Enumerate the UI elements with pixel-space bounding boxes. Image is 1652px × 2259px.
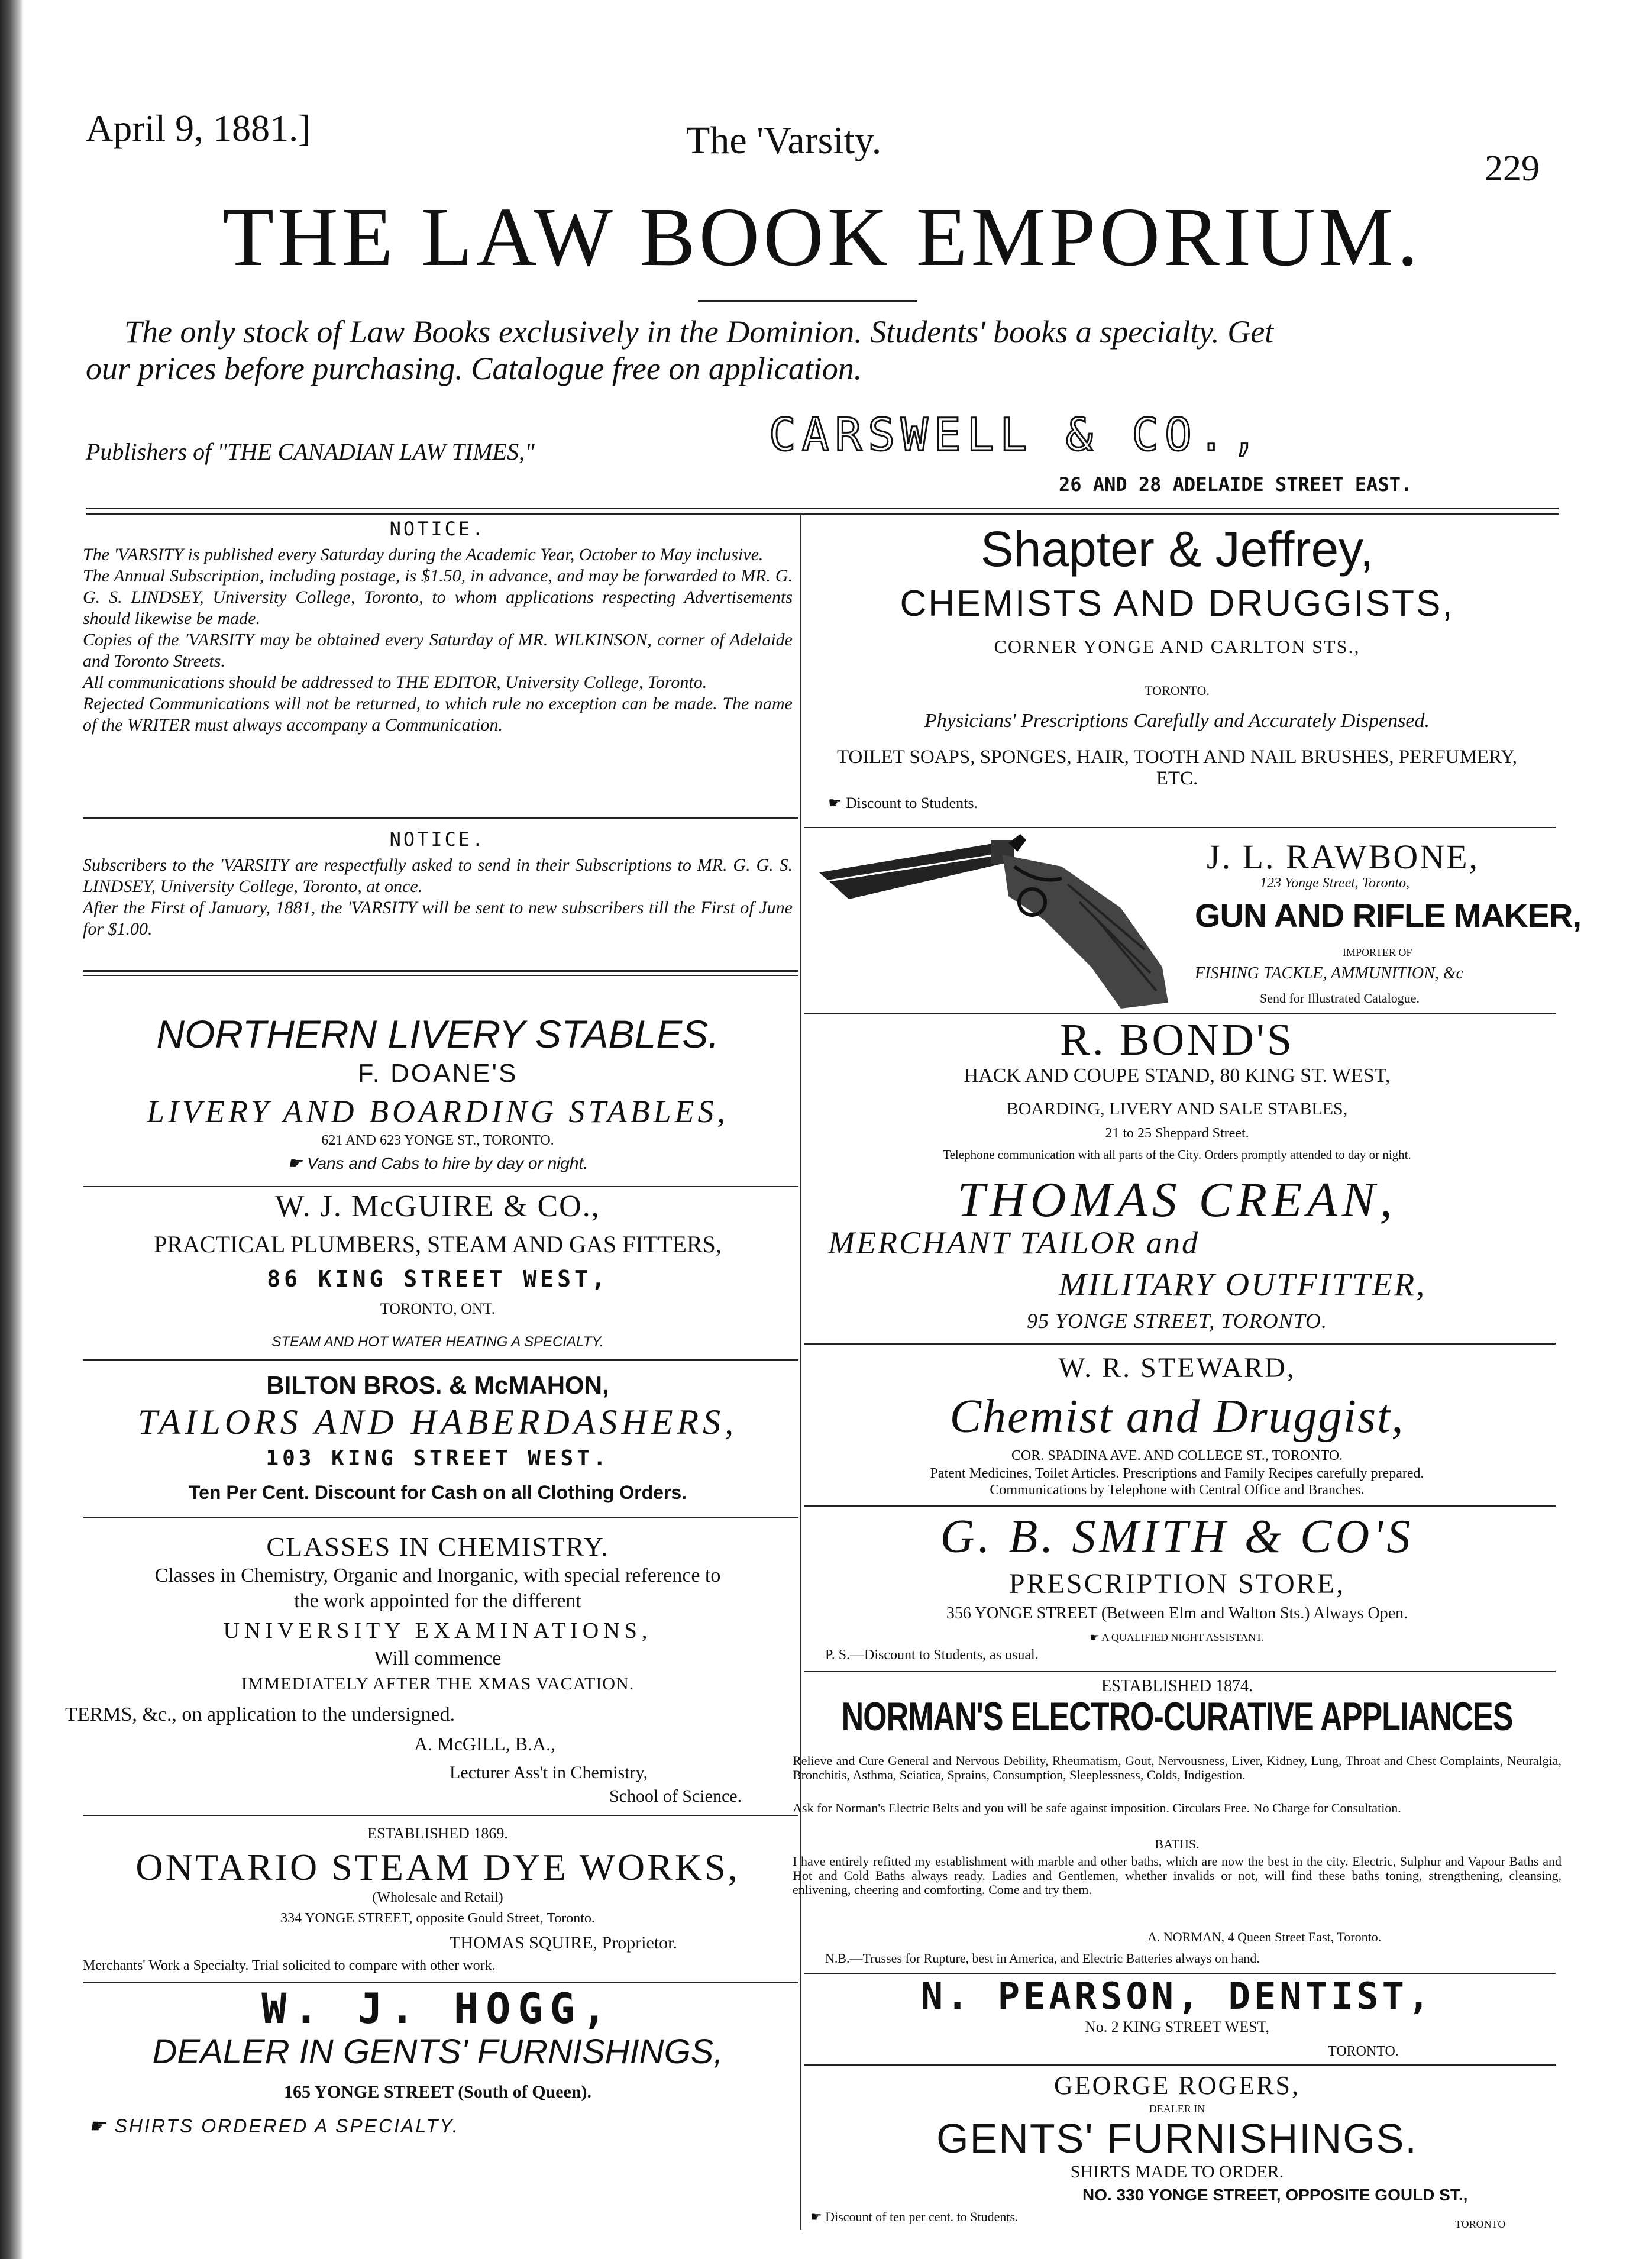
pearson-name: N. PEARSON, DENTIST, [920,1974,1434,2018]
norman-p2: Ask for Norman's Electric Belts and you will be safe against imposition. Circulars Free. No Charge for Consultation. [793,1801,1401,1815]
norman-title: NORMAN'S ELECTRO-CURATIVE APPLIANCES [841,1695,1513,1740]
mcguire-city: TORONTO, ONT. [380,1300,496,1317]
divider [83,975,798,976]
law-book-publishers: Publishers of "THE CANADIAN LAW TIMES," [86,438,535,465]
norman-baths: BATHS. [1155,1837,1200,1851]
chemistry-sig-3: School of Science. [609,1786,742,1806]
rogers-dealer: DEALER IN [1149,2103,1205,2115]
ontario-dye-address: 334 YONGE STREET, opposite Gould Street, Toronto. [280,1911,595,1926]
ontario-dye-proprietor: THOMAS SQUIRE, Proprietor. [450,1933,678,1953]
divider [804,1505,1556,1507]
scan-edge [0,0,24,2259]
divider [804,1343,1556,1345]
divider [804,827,1556,828]
norman-p1: Relieve and Cure General and Nervous Debility, Rheumatism, Gout, Nervousness, Liver, Kidney, Lung, Throat and Chest Complaints, Neuralgia, Bronchitis, Asthma, Sciatica, Sprains, Consumption, Sleeplessness, Colds, Indigestion. [793,1753,1562,1782]
notice-2-p1: Subscribers to the 'VARSITY are respectfully asked to send in their Subscriptions to MR. G. G. S. LINDSEY, University College, Toronto, at once. [83,855,793,896]
divider [804,1671,1556,1672]
rogers-discount: ☛ Discount of ten per cent. to Students. [810,2209,1019,2224]
smith-trade: PRESCRIPTION STORE, [1008,1568,1346,1599]
bond-line-2: BOARDING, LIVERY AND SALE STABLES, [1006,1099,1348,1119]
bilton-name: BILTON BROS. & McMAHON, [266,1371,609,1399]
ornament-rule [698,300,917,302]
northern-livery-line: LIVERY AND BOARDING STABLES, [146,1094,729,1129]
steward-name: W. R. STEWARD, [1058,1352,1296,1384]
steward-line-1: Patent Medicines, Toilet Articles. Prescriptions and Family Recipes carefully prepared. [930,1466,1424,1481]
chemistry-line-6: TERMS, &c., on application to the undersigned. [65,1704,455,1725]
rogers-shirts: SHIRTS MADE TO ORDER. [1070,2162,1284,2182]
mcguire-address: 86 KING STREET WEST, [267,1266,609,1292]
law-book-tagline-2: our prices before purchasing. Catalogue free on application. [86,351,862,386]
divider [83,1982,798,1983]
bond-name: R. BOND'S [1060,1015,1294,1065]
hand-pointing-icon: ☛ [1090,1631,1102,1643]
carswell-address: 26 AND 28 ADELAIDE STREET EAST. [1059,473,1412,496]
header-rule-2 [86,513,1559,515]
smith-address: 356 YONGE STREET (Between Elm and Walton Sts.) Always Open. [946,1604,1408,1623]
notice-2-p2: After the First of January, 1881, the 'VARSITY will be sent to new subscribers till the First of June for $1.00. [83,898,793,939]
chemistry-title: CLASSES IN CHEMISTRY. [266,1531,609,1562]
carswell-name: CARSWELL & CO., [769,408,1264,461]
divider [83,817,798,819]
crean-line-2: MILITARY OUTFITTER, [1059,1266,1427,1303]
shapter-discount: ☛ Discount to Students. [828,794,978,812]
bond-line-3: 21 to 25 Sheppard Street. [1105,1126,1249,1141]
hand-pointing-icon: ☛ [89,2115,115,2137]
issue-date: April 9, 1881.] [86,107,311,149]
shapter-trade: CHEMISTS AND DRUGGISTS, [900,583,1454,624]
hogg-name: W. J. HOGG, [261,1985,614,2033]
northern-livery-note: ☛ Vans and Cabs to hire by day or night. [287,1154,589,1172]
rawbone-name: J. L. RAWBONE, [1207,838,1480,876]
shapter-city: TORONTO. [1145,683,1210,698]
ontario-dye-sub: (Wholesale and Retail) [372,1890,503,1905]
paper-title: The 'Varsity. [686,119,882,162]
shapter-note: Physicians' Prescriptions Carefully and Accurately Dispensed. [924,710,1430,732]
northern-livery-title: NORTHERN LIVERY STABLES. [156,1012,719,1056]
steward-address: COR. SPADINA AVE. AND COLLEGE ST., TORONTO. [1011,1448,1343,1463]
chemistry-line-2: the work appointed for the different [294,1590,581,1612]
divider [83,1815,798,1816]
mcguire-specialty: STEAM AND HOT WATER HEATING A SPECIALTY. [271,1334,604,1350]
steward-line-2: Communications by Telephone with Central Office and Branches. [990,1482,1365,1498]
rawbone-note: Send for Illustrated Catalogue. [1260,991,1420,1006]
divider [804,1973,1556,1974]
chemistry-line-1: Classes in Chemistry, Organic and Inorganic, with special reference to [154,1565,721,1586]
law-book-tagline-1: The only stock of Law Books exclusively in the Dominion. Students' books a specialty. Get [124,314,1274,350]
notice-1-title: NOTICE. [389,518,486,540]
notice-1-p4: All communications should be addressed to THE EDITOR, University College, Toronto. [83,673,707,692]
crean-name: THOMAS CREAN, [957,1172,1397,1227]
hogg-address: 165 YONGE STREET (South of Queen). [283,2082,592,2102]
mcguire-trade: PRACTICAL PLUMBERS, STEAM AND GAS FITTERS, [154,1231,722,1258]
divider [83,1186,798,1187]
hand-pointing-icon: ☛ [287,1154,307,1172]
shapter-goods: TOILET SOAPS, SPONGES, HAIR, TOOTH AND NAIL BRUSHES, PERFUMERY, ETC. [836,746,1517,789]
norman-established: ESTABLISHED 1874. [1101,1677,1253,1695]
crean-line-1: MERCHANT TAILOR and [828,1225,1200,1261]
smith-name: G. B. SMITH & CO'S [940,1511,1414,1563]
hand-pointing-icon: ☛ [810,2209,826,2224]
shapter-name: Shapter & Jeffrey, [980,521,1374,577]
notice-1-p3: Copies of the 'VARSITY may be obtained every Saturday of MR. WILKINSON, corner of Adelaide and Toronto Streets. [83,630,793,671]
pearson-address: No. 2 KING STREET WEST, [1085,2018,1269,2035]
rawbone-goods: FISHING TACKLE, AMMUNITION, &c [1195,964,1463,983]
rawbone-address: 123 Yonge Street, Toronto, [1260,875,1410,891]
ontario-dye-note: Merchants' Work a Specialty. Trial solicited to compare with other work. [83,1958,496,1973]
notice-1-p2: The Annual Subscription, including postage, is $1.50, in advance, and may be forwarded to MR. G. G. S. LINDSEY, University College, Toronto, to whom applications respecting Advertisements should likewise be made. [83,566,793,628]
hand-pointing-icon: ☛ [828,794,846,812]
rogers-address: NO. 330 YONGE STREET, OPPOSITE GOULD ST., [1082,2186,1468,2204]
divider [83,1517,798,1518]
divider [83,1359,798,1361]
norman-nb: N.B.—Trusses for Rupture, best in America, and Electric Batteries always on hand. [825,1951,1260,1966]
pearson-city: TORONTO. [1328,2044,1399,2059]
bond-line-4: Telephone communication with all parts of the City. Orders promptly attended to day or night. [943,1148,1411,1162]
smith-assistant: ☛ A QUALIFIED NIGHT ASSISTANT. [1090,1631,1265,1643]
norman-p3: I have entirely refitted my establishment with marble and other baths, which are now the best in the city. Electric, Sulphur and Vapour Baths and Hot and Cold Baths always ready. Ladies and Gentlemen, whether invalids or not, will find these baths toning, strengthening, cleansing, enlivening, cheering and comforting. Come and try them. [793,1854,1562,1897]
northern-livery-owner: F. DOANE'S [357,1059,518,1088]
chemistry-line-5: IMMEDIATELY AFTER THE XMAS VACATION. [241,1674,635,1694]
rawbone-importer: IMPORTER OF [1343,946,1412,958]
divider [83,970,798,972]
page-number: 229 [1485,148,1540,189]
notice-1-p5: Rejected Communications will not be returned, to which rule no exception can be made. The name of the WRITER must always accompany a Communication. [83,694,793,735]
bilton-discount: Ten Per Cent. Discount for Cash on all Clothing Orders. [188,1482,687,1503]
notice-2-title: NOTICE. [389,828,486,851]
hogg-trade: DEALER IN GENTS' FURNISHINGS, [152,2032,723,2071]
chemistry-line-3: UNIVERSITY EXAMINATIONS, [223,1618,652,1643]
chemistry-sig-2: Lecturer Ass't in Chemistry, [450,1763,648,1782]
northern-livery-address: 621 AND 623 YONGE ST., TORONTO. [321,1133,554,1148]
ontario-dye-name: ONTARIO STEAM DYE WORKS, [135,1846,740,1888]
rogers-name: GEORGE ROGERS, [1053,2071,1301,2100]
notice-2-body [83,855,793,940]
bond-line-1: HACK AND COUPE STAND, 80 KING ST. WEST, [964,1065,1391,1087]
notice-1-p1: The 'VARSITY is published every Saturday during the Academic Year, October to May inclusive. [83,545,764,564]
divider [804,1013,1556,1014]
crean-line-3: 95 YONGE STREET, TORONTO. [1026,1309,1328,1333]
divider [804,2064,1556,2066]
gun-illustration [813,831,1180,1009]
header-rule [86,508,1559,509]
bilton-trade: TAILORS AND HABERDASHERS, [137,1402,738,1442]
bilton-address: 103 KING STREET WEST. [266,1446,610,1471]
rogers-city: TORONTO [1455,2218,1506,2230]
chemistry-sig-1: A. McGILL, B.A., [414,1733,556,1754]
law-book-headline: THE LAW BOOK EMPORIUM. [222,190,1422,283]
shapter-corner: CORNER YONGE AND CARLTON STS., [994,636,1360,657]
norman-sig: A. NORMAN, 4 Queen Street East, Toronto. [1147,1930,1382,1944]
notice-1-body [83,544,793,736]
mcguire-name: W. J. McGUIRE & CO., [275,1190,600,1223]
steward-trade: Chemist and Druggist, [949,1391,1405,1443]
chemistry-line-4: Will commence [374,1647,502,1669]
rogers-trade: GENTS' FURNISHINGS. [936,2115,1418,2161]
smith-ps: P. S.—Discount to Students, as usual. [825,1647,1039,1663]
column-divider [800,515,801,2230]
hogg-note: ☛ SHIRTS ORDERED A SPECIALTY. [89,2115,460,2137]
ontario-dye-established: ESTABLISHED 1869. [367,1825,508,1842]
rawbone-trade: GUN AND RIFLE MAKER, [1195,897,1582,934]
